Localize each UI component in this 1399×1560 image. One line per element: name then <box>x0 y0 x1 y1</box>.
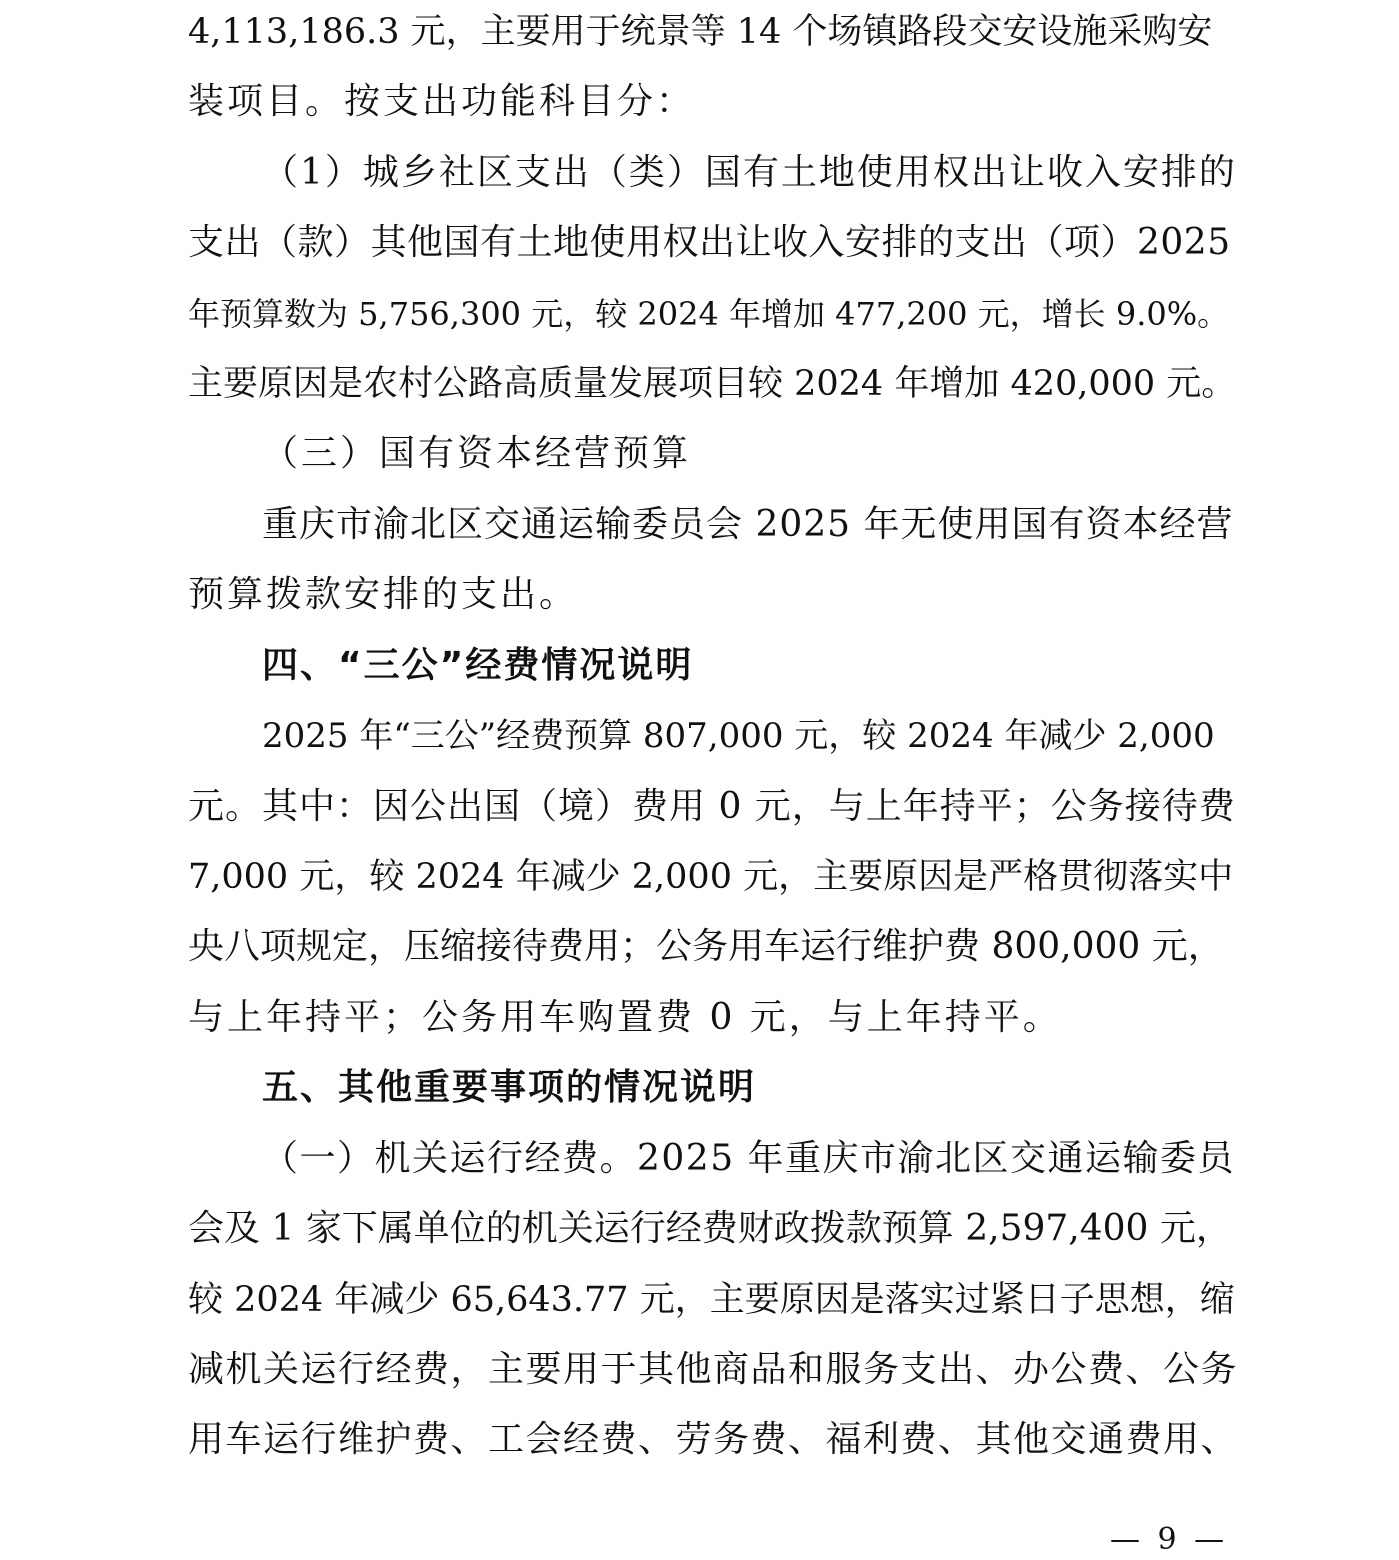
text-line: 年预算数为 5,756,300 元，较 2024 年增加 477,200 元，增长 9.0%。 <box>188 295 1230 333</box>
text-line: 会及 1 家下属单位的机关运行经费财政拨款预算 2,597,400 元， <box>188 1208 1232 1249</box>
text-line: 减机关运行经费，主要用于其他商品和服务支出、办公费、公务 <box>188 1349 1239 1390</box>
text-line: 主要原因是农村公路高质量发展项目较 2024 年增加 420,000 元。 <box>188 364 1237 404</box>
text-line: （一）机关运行经费。2025 年重庆市渝北区交通运输委员 <box>262 1138 1236 1179</box>
section-heading: 五、其他重要事项的情况说明 <box>262 1067 757 1108</box>
text-line: 支出（款）其他国有土地使用权出让收入安排的支出（项）2025 <box>188 222 1231 263</box>
text-line: 较 2024 年减少 65,643.77 元，主要原因是落实过紧日子思想，缩 <box>188 1280 1235 1320</box>
text-line: 与上年持平；公务用车购置费 0 元，与上年持平。 <box>188 997 1062 1038</box>
text-line: （1）城乡社区支出（类）国有土地使用权出让收入安排的 <box>262 152 1237 193</box>
text-line: 用车运行维护费、工会经费、劳务费、福利费、其他交通费用、 <box>188 1419 1239 1460</box>
text-line: 7,000 元，较 2024 年减少 2,000 元，主要原因是严格贯彻落实中 <box>188 857 1234 897</box>
text-line: 预算拨款安排的支出。 <box>188 574 579 615</box>
page-number: — 9 — <box>1110 1522 1229 1557</box>
section-heading: （三）国有资本经营预算 <box>262 433 692 474</box>
text-line: 装项目。按支出功能科目分： <box>188 81 696 122</box>
text-line: 2025 年“三公”经费预算 807,000 元，较 2024 年减少 2,000 <box>262 716 1215 756</box>
text-line: 元。其中：因公出国（境）费用 0 元，与上年持平；公务接待费 <box>188 786 1236 827</box>
text-line: 4,113,186.3 元，主要用于统景等 14 个场镇路段交安设施采购安 <box>188 12 1213 52</box>
section-heading: 四、“三公”经费情况说明 <box>262 645 694 686</box>
text-line: 重庆市渝北区交通运输委员会 2025 年无使用国有资本经营 <box>262 504 1234 545</box>
text-line: 央八项规定，压缩接待费用；公务用车运行维护费 800,000 元， <box>188 926 1224 967</box>
